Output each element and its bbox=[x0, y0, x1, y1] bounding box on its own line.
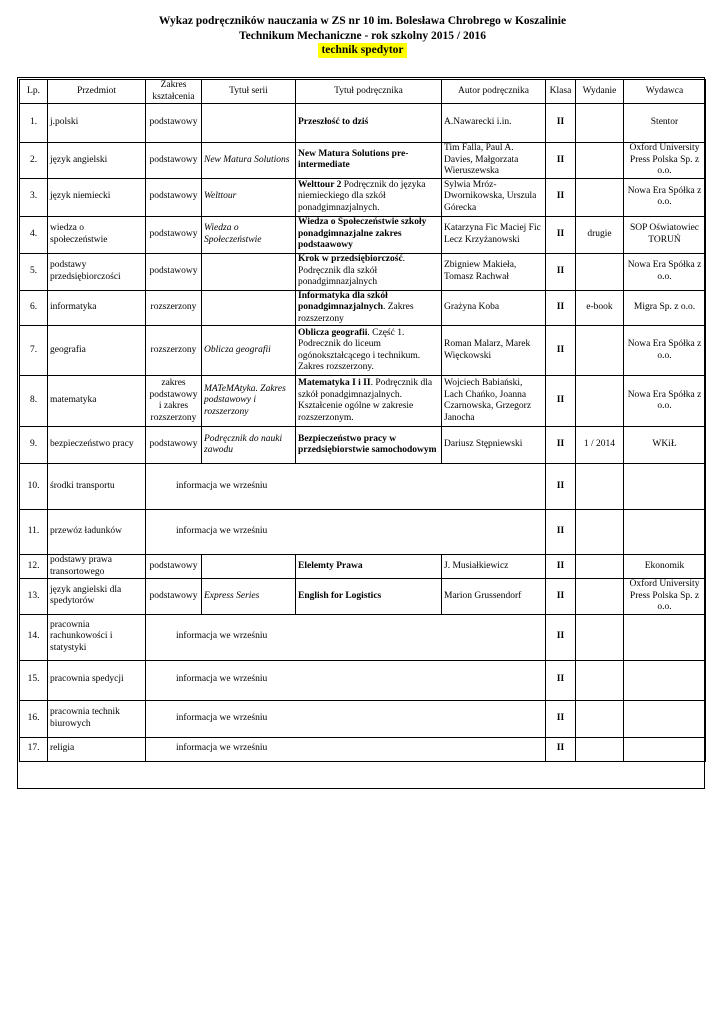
header-przedmiot: Przedmiot bbox=[48, 80, 146, 104]
tytul-bold-text: Bezpieczeństwo pracy w przedsiębiorstwie samochodowym bbox=[298, 433, 437, 455]
table-header-row bbox=[20, 80, 706, 104]
header-wydawca: Wydawca bbox=[624, 80, 706, 104]
tytul-rest-text: . Podręcznik dla szkół ponadgimnazjalnych. Kształcenie ogólne w zakresie rozszerzonym. bbox=[298, 378, 433, 423]
cell-przedmiot: język angielski bbox=[48, 143, 146, 179]
cell-lp: 12. bbox=[20, 555, 48, 579]
table-row bbox=[20, 660, 706, 700]
cell-wydanie bbox=[576, 253, 624, 290]
tytul-rest-text: . Część 1. Podrecznik do liceum ogónokształcącego i technikum. Zakres rozszerzony. bbox=[298, 327, 421, 372]
cell-przedmiot: podstawy prawa transortowego bbox=[48, 555, 146, 579]
cell-info: informacja we wrześniu bbox=[146, 614, 546, 660]
cell-klasa: II bbox=[546, 737, 576, 761]
cell-klasa: II bbox=[546, 216, 576, 253]
tytul-bold-text: Informatyka dla szkół ponadgimnazjalnych bbox=[298, 290, 388, 312]
tytul-bold-text: English for Logistics bbox=[298, 590, 382, 601]
table-row bbox=[20, 464, 706, 510]
header-seria: Tytuł serii bbox=[202, 80, 296, 104]
cell-wydawca bbox=[624, 660, 706, 700]
cell-wydanie bbox=[576, 579, 624, 615]
cell-seria: New Matura Solutions bbox=[202, 143, 296, 179]
table-row bbox=[20, 579, 706, 615]
title-line-3-highlight: technik spedytor bbox=[318, 43, 406, 58]
cell-autor: Sylwia Mróz-Dwornikowska, Urszula Górecka bbox=[442, 178, 546, 216]
cell-tytul bbox=[296, 143, 442, 179]
cell-wydawca bbox=[624, 614, 706, 660]
cell-lp: 2. bbox=[20, 143, 48, 179]
textbook-table bbox=[19, 79, 706, 762]
table-row bbox=[20, 614, 706, 660]
cell-klasa: II bbox=[546, 376, 576, 427]
table-row bbox=[20, 104, 706, 143]
cell-zakres: podstawowy bbox=[146, 579, 202, 615]
cell-wydanie bbox=[576, 555, 624, 579]
cell-wydanie bbox=[576, 143, 624, 179]
tytul-rest-text: Podręcznik do języka niemieckiego dla szkół ponadgimnazjalnych. bbox=[298, 179, 426, 213]
cell-wydawca: Migra Sp. z o.o. bbox=[624, 290, 706, 326]
cell-wydanie bbox=[576, 104, 624, 143]
cell-wydawca: Stentor bbox=[624, 104, 706, 143]
cell-tytul bbox=[296, 555, 442, 579]
header-tytul: Tytuł podręcznika bbox=[296, 80, 442, 104]
cell-wydanie bbox=[576, 614, 624, 660]
table-row bbox=[20, 178, 706, 216]
cell-zakres: podstawowy bbox=[146, 555, 202, 579]
tytul-rest-text: . Podręcznik dla szkół ponadgimnazjalnych bbox=[298, 254, 406, 288]
cell-przedmiot: matematyka bbox=[48, 376, 146, 427]
cell-wydanie: e-book bbox=[576, 290, 624, 326]
cell-przedmiot: j.polski bbox=[48, 104, 146, 143]
document-header bbox=[0, 14, 725, 58]
cell-seria: Oblicza geografii bbox=[202, 326, 296, 376]
cell-klasa: II bbox=[546, 143, 576, 179]
cell-lp: 14. bbox=[20, 614, 48, 660]
cell-info: informacja we wrześniu bbox=[146, 660, 546, 700]
cell-wydawca bbox=[624, 510, 706, 555]
cell-lp: 3. bbox=[20, 178, 48, 216]
cell-wydanie bbox=[576, 464, 624, 510]
header-zakres: Zakres kształcenia bbox=[146, 80, 202, 104]
cell-zakres: podstawowy bbox=[146, 427, 202, 464]
cell-autor: Roman Malarz, Marek Więckowski bbox=[442, 326, 546, 376]
cell-lp: 8. bbox=[20, 376, 48, 427]
cell-klasa: II bbox=[546, 104, 576, 143]
cell-info: informacja we wrześniu bbox=[146, 700, 546, 737]
cell-wydawca: Nowa Era Spółka z o.o. bbox=[624, 253, 706, 290]
cell-przedmiot: pracownia spedycji bbox=[48, 660, 146, 700]
tytul-bold-text: Matematyka I i II bbox=[298, 378, 371, 388]
cell-przedmiot: pracownia rachunkowości i statystyki bbox=[48, 614, 146, 660]
cell-przedmiot: język angielski dla spedytorów bbox=[48, 579, 146, 615]
table-row bbox=[20, 290, 706, 326]
cell-przedmiot: wiedza o społeczeństwie bbox=[48, 216, 146, 253]
title-line-1: Wykaz podręczników nauczania w ZS nr 10 im. Bolesława Chrobrego w Koszalinie bbox=[158, 15, 567, 27]
cell-klasa: II bbox=[546, 660, 576, 700]
cell-klasa: II bbox=[546, 579, 576, 615]
cell-lp: 7. bbox=[20, 326, 48, 376]
cell-przedmiot: środki transportu bbox=[48, 464, 146, 510]
cell-klasa: II bbox=[546, 178, 576, 216]
cell-info: informacja we wrześniu bbox=[146, 464, 546, 510]
table-row bbox=[20, 427, 706, 464]
cell-klasa: II bbox=[546, 464, 576, 510]
cell-seria bbox=[202, 555, 296, 579]
cell-lp: 5. bbox=[20, 253, 48, 290]
tytul-bold-text: Krok w przedsiębiorczość bbox=[298, 254, 403, 265]
tytul-bold-text: Welttour 2 bbox=[298, 179, 342, 190]
cell-zakres: podstawowy bbox=[146, 104, 202, 143]
cell-tytul bbox=[296, 104, 442, 143]
cell-przedmiot: przewóz ładunków bbox=[48, 510, 146, 555]
tytul-bold-text: Elelemty Prawa bbox=[298, 560, 363, 571]
cell-tytul bbox=[296, 216, 442, 253]
cell-seria bbox=[202, 104, 296, 143]
cell-klasa: II bbox=[546, 326, 576, 376]
cell-wydawca bbox=[624, 464, 706, 510]
cell-autor: J. Musiałkiewicz bbox=[442, 555, 546, 579]
table-row bbox=[20, 510, 706, 555]
cell-seria bbox=[202, 290, 296, 326]
cell-autor: A.Nawarecki i.in. bbox=[442, 104, 546, 143]
cell-tytul bbox=[296, 253, 442, 290]
title-line-2: Technikum Mechaniczne - rok szkolny 2015 / 2016 bbox=[239, 29, 486, 42]
cell-tytul bbox=[296, 579, 442, 615]
cell-klasa: II bbox=[546, 614, 576, 660]
table-row bbox=[20, 143, 706, 179]
cell-seria: Welttour bbox=[202, 178, 296, 216]
cell-wydawca bbox=[624, 700, 706, 737]
cell-zakres: podstawowy bbox=[146, 253, 202, 290]
cell-klasa: II bbox=[546, 700, 576, 737]
header-autor: Autor podręcznika bbox=[442, 80, 546, 104]
cell-info: informacja we wrześniu bbox=[146, 510, 546, 555]
table-row bbox=[20, 376, 706, 427]
cell-klasa: II bbox=[546, 555, 576, 579]
cell-tytul bbox=[296, 427, 442, 464]
cell-zakres: podstawowy bbox=[146, 178, 202, 216]
cell-autor: Marion Grussendorf bbox=[442, 579, 546, 615]
cell-zakres: podstawowy bbox=[146, 216, 202, 253]
table-row bbox=[20, 253, 706, 290]
tytul-rest-text: . Zakres rozszerzony bbox=[298, 302, 414, 324]
cell-autor: Katarzyna Fic Maciej Fic Lecz Krzyżanowski bbox=[442, 216, 546, 253]
cell-seria: Wiedza o Społeczeństwie bbox=[202, 216, 296, 253]
cell-lp: 17. bbox=[20, 737, 48, 761]
cell-klasa: II bbox=[546, 290, 576, 326]
cell-klasa: II bbox=[546, 427, 576, 464]
cell-wydanie bbox=[576, 660, 624, 700]
cell-wydanie bbox=[576, 178, 624, 216]
cell-seria: Podręcznik do nauki zawodu bbox=[202, 427, 296, 464]
cell-przedmiot: religia bbox=[48, 737, 146, 761]
cell-seria bbox=[202, 253, 296, 290]
table-row bbox=[20, 737, 706, 761]
table-row bbox=[20, 216, 706, 253]
cell-wydanie bbox=[576, 700, 624, 737]
cell-wydawca: Oxford University Press Polska Sp. z o.o. bbox=[624, 143, 706, 179]
cell-autor: Tim Falla, Paul A. Davies, Małgorzata Wieruszewska bbox=[442, 143, 546, 179]
cell-wydanie bbox=[576, 376, 624, 427]
cell-lp: 13. bbox=[20, 579, 48, 615]
cell-lp: 1. bbox=[20, 104, 48, 143]
cell-info: informacja we wrześniu bbox=[146, 737, 546, 761]
tytul-bold-text: Przeszłość to dziś bbox=[298, 117, 369, 128]
header-klasa: Klasa bbox=[546, 80, 576, 104]
table-body bbox=[20, 104, 706, 762]
table-row bbox=[20, 326, 706, 376]
cell-seria: Express Series bbox=[202, 579, 296, 615]
cell-tytul bbox=[296, 178, 442, 216]
cell-zakres: rozszerzony bbox=[146, 326, 202, 376]
cell-zakres: zakres podstawowy i zakres rozszerzony bbox=[146, 376, 202, 427]
cell-przedmiot: geografia bbox=[48, 326, 146, 376]
cell-wydawca: Nowa Era Spółka z o.o. bbox=[624, 376, 706, 427]
cell-wydawca: WKiŁ bbox=[624, 427, 706, 464]
cell-przedmiot: język niemiecki bbox=[48, 178, 146, 216]
cell-wydawca: Nowa Era Spółka z o.o. bbox=[624, 326, 706, 376]
cell-tytul bbox=[296, 290, 442, 326]
cell-lp: 15. bbox=[20, 660, 48, 700]
cell-tytul bbox=[296, 376, 442, 427]
cell-wydanie bbox=[576, 510, 624, 555]
cell-lp: 6. bbox=[20, 290, 48, 326]
cell-wydanie bbox=[576, 326, 624, 376]
cell-autor: Grażyna Koba bbox=[442, 290, 546, 326]
cell-autor: Zbigniew Makieła, Tomasz Rachwał bbox=[442, 253, 546, 290]
header-lp: Lp. bbox=[20, 80, 48, 104]
cell-przedmiot: pracownia technik biurowych bbox=[48, 700, 146, 737]
tytul-bold-text: Wiedza o Społeczeństwie szkoły ponadgimnazjalne zakres podstaawowy bbox=[298, 217, 427, 251]
table-row bbox=[20, 700, 706, 737]
cell-wydanie: drugie bbox=[576, 216, 624, 253]
cell-wydawca: Oxford University Press Polska Sp. z o.o. bbox=[624, 579, 706, 615]
cell-lp: 9. bbox=[20, 427, 48, 464]
tytul-bold-text: New Matura Solutions pre-intermediate bbox=[298, 148, 409, 171]
cell-wydanie bbox=[576, 737, 624, 761]
header-wydanie: Wydanie bbox=[576, 80, 624, 104]
cell-wydawca bbox=[624, 737, 706, 761]
cell-autor: Dariusz Stępniewski bbox=[442, 427, 546, 464]
cell-klasa: II bbox=[546, 253, 576, 290]
cell-seria: MATeMAtyka. Zakres podstawowy i rozszerzony bbox=[202, 376, 296, 427]
cell-zakres: rozszerzony bbox=[146, 290, 202, 326]
cell-lp: 11. bbox=[20, 510, 48, 555]
cell-wydawca: Ekonomik bbox=[624, 555, 706, 579]
cell-zakres: podstawowy bbox=[146, 143, 202, 179]
cell-przedmiot: informatyka bbox=[48, 290, 146, 326]
cell-autor: Wojciech Babiański, Lach Chańko, Joanna Czarnowska, Grzegorz Janocha bbox=[442, 376, 546, 427]
cell-lp: 16. bbox=[20, 700, 48, 737]
cell-wydawca: Nowa Era Spółka z o.o. bbox=[624, 178, 706, 216]
tytul-bold-text: Oblicza geografii bbox=[298, 327, 368, 338]
cell-tytul bbox=[296, 326, 442, 376]
cell-wydawca: SOP Oświatowiec TORUŃ bbox=[624, 216, 706, 253]
cell-lp: 4. bbox=[20, 216, 48, 253]
cell-przedmiot: bezpieczeństwo pracy bbox=[48, 427, 146, 464]
cell-klasa: II bbox=[546, 510, 576, 555]
table-row bbox=[20, 555, 706, 579]
cell-lp: 10. bbox=[20, 464, 48, 510]
cell-wydanie: 1 / 2014 bbox=[576, 427, 624, 464]
cell-przedmiot: podstawy przedsiębiorczości bbox=[48, 253, 146, 290]
